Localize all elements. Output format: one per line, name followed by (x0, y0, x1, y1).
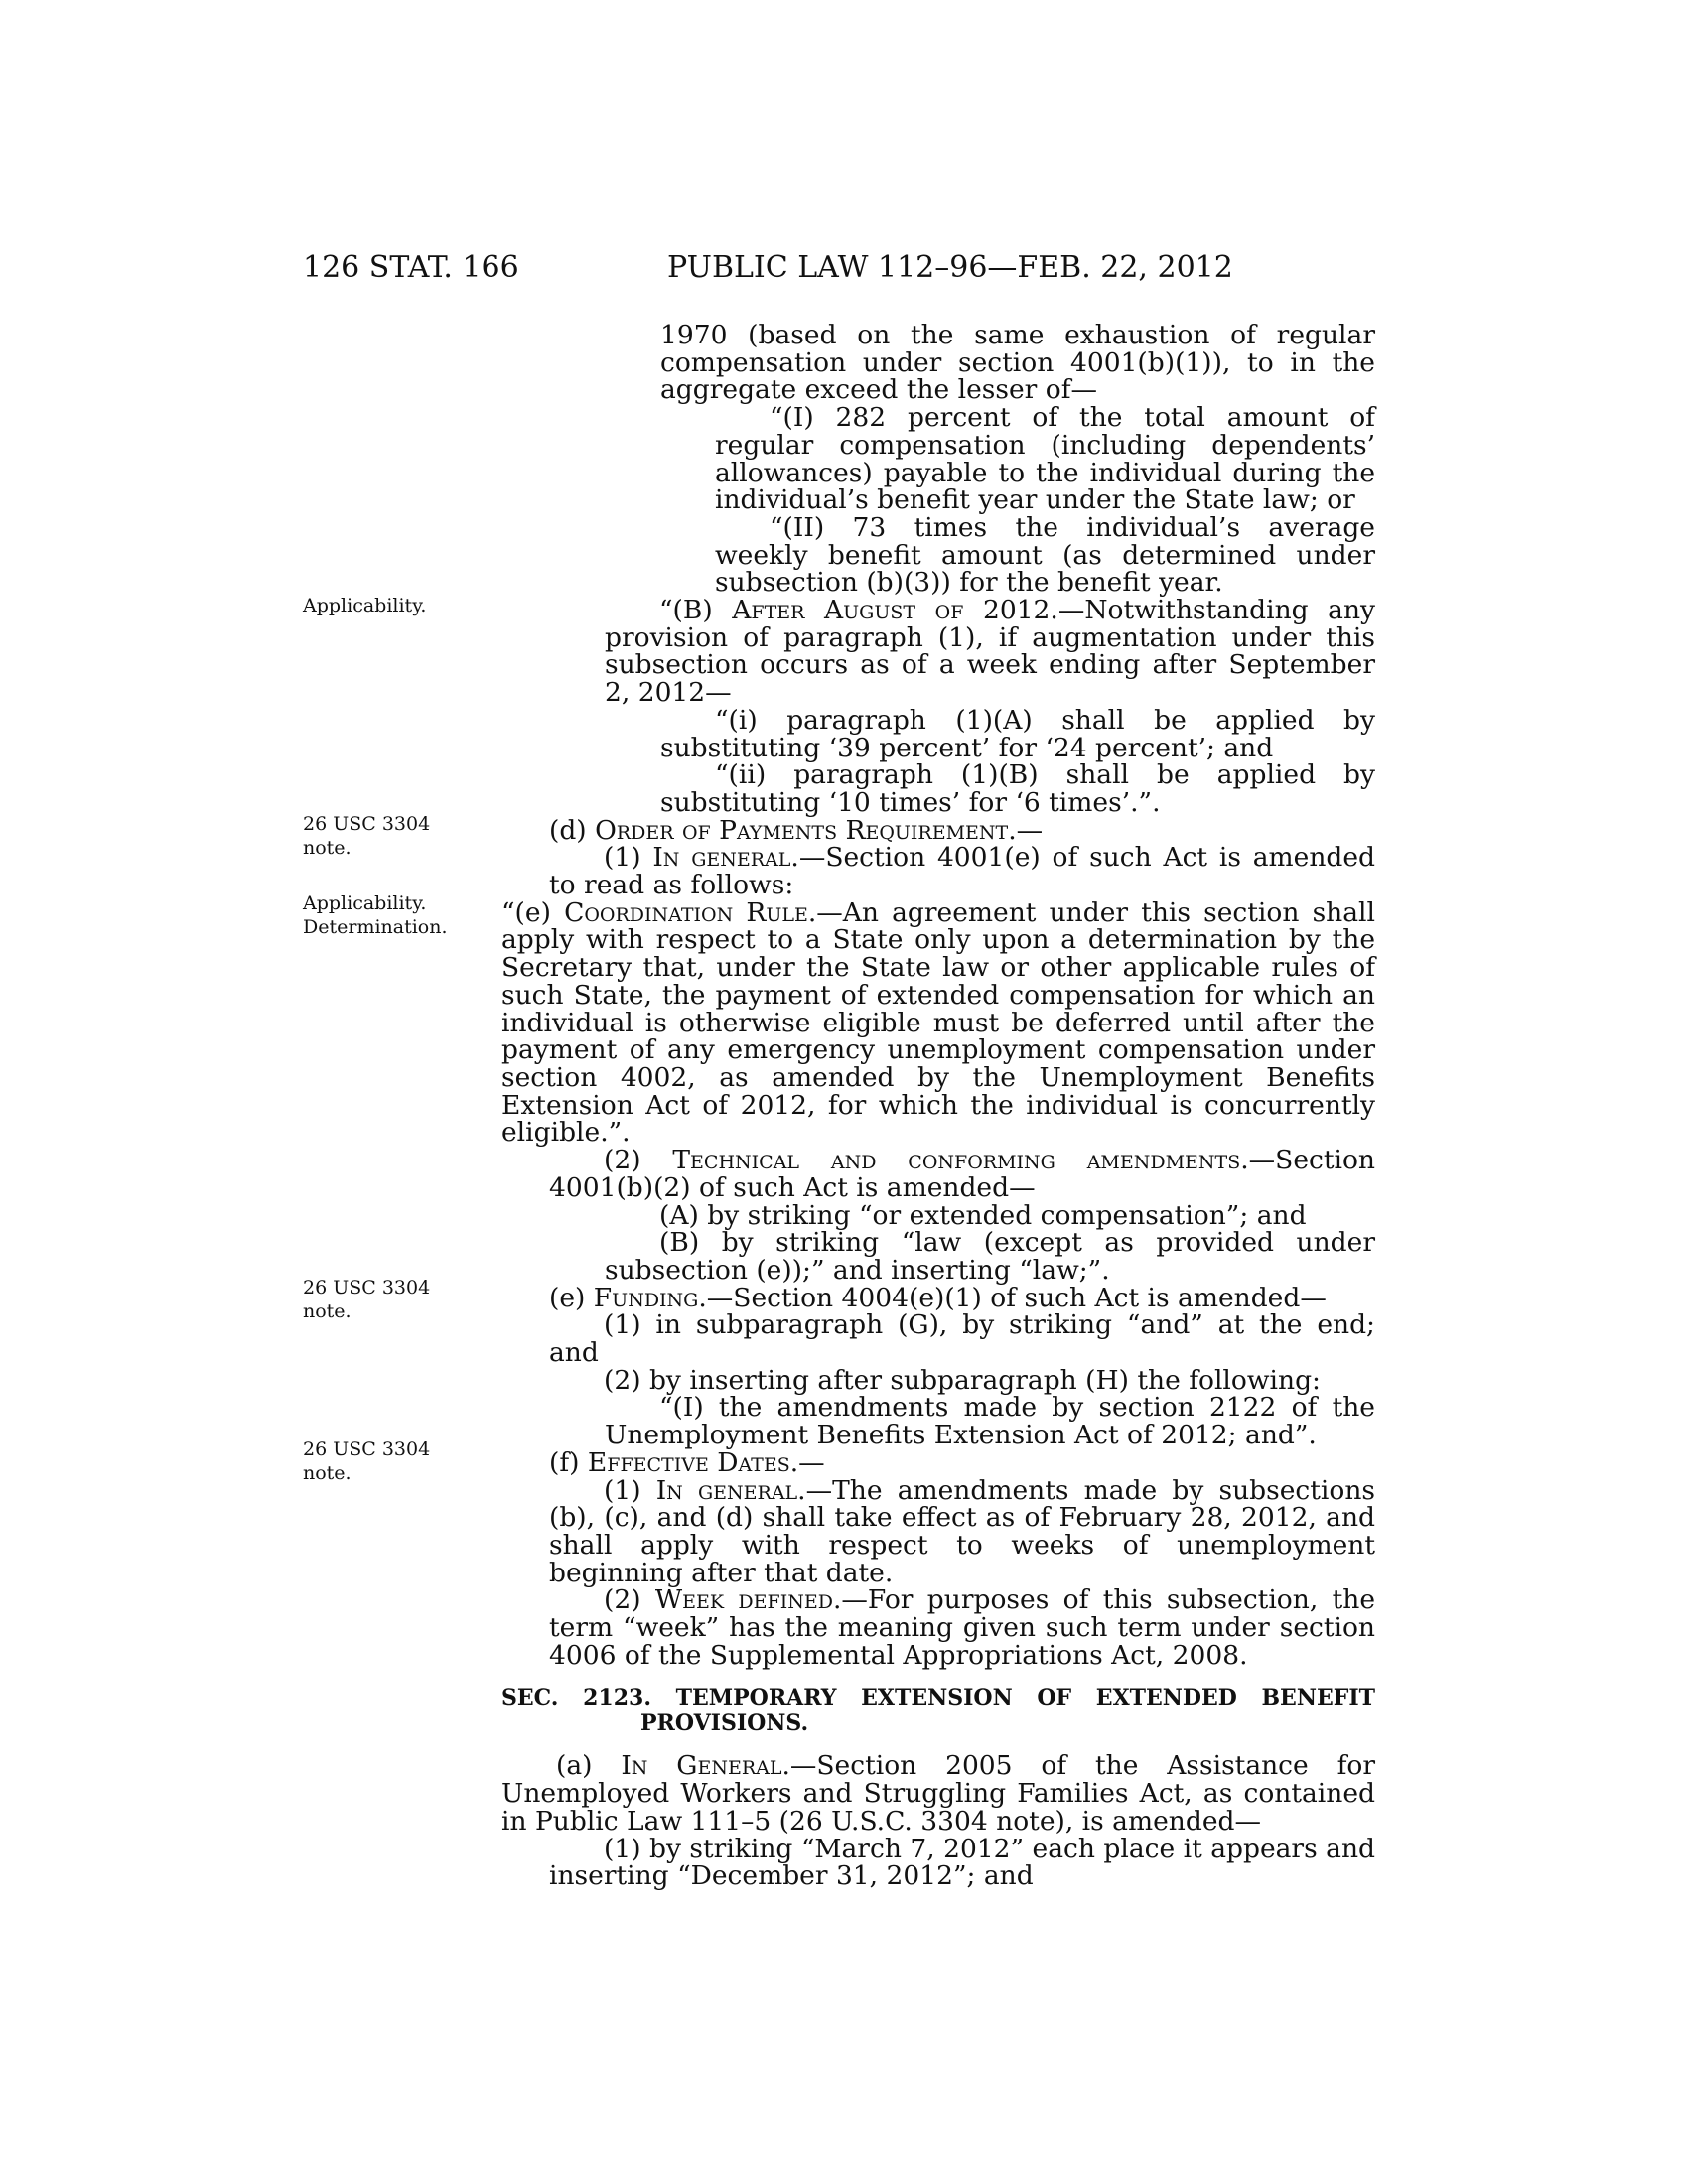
paragraph: (B) by striking “law (except as provided under subsection (e));” and inserting “law;”. (605, 1227, 1375, 1286)
margin-note-usc: 26 USC 3304 note. (303, 813, 431, 859)
paragraph: “(I) the amendments made by section 2122 of the Unemployment Benefits Extension Act of 2012; and”. (605, 1392, 1375, 1451)
margin-note-applicability: Applicability. (303, 595, 427, 616)
paragraph: “(B) After August of 2012.—Notwithstanding any provision of paragraph (1), if augmentation under this subsection occurs as of a week ending after September 2, 2012— (605, 595, 1376, 709)
paragraph: “(I) 282 percent of the total amount of regular compensation (including dependents’ allowances) payable to the individual during the individual’s benefit year under the State law; or (715, 402, 1375, 516)
paragraph: “(e) Coordination Rule.—An agreement under this section shall apply with respect to a State only upon a determination by the Secretary that, under the State law or other applicable rules of such State, the payment of extended compensation for which an individual is otherwise eligible must be deferred until after the payment of any emergency unemployment compensation under section 4002, as amended by the Unemployment Benefits Extension Act of 2012, for which the individual is concurrently eligible.”. (501, 896, 1375, 1149)
running-header: PUBLIC LAW 112–96—FEB. 22, 2012 (667, 250, 1233, 285)
paragraph: “(i) paragraph (1)(A) shall be applied by substituting ‘39 percent’ for ‘24 percent’; and (660, 704, 1375, 763)
paragraph: (2) by inserting after subparagraph (H) the following: (604, 1364, 1321, 1396)
section-heading: SEC. 2123. TEMPORARY EXTENSION OF EXTENDED BENEFIT PROVISIONS. (501, 1685, 1375, 1737)
paragraph: (1) in subparagraph (G), by striking “and” at the end; and (549, 1309, 1375, 1369)
paragraph: (2) Technical and conforming amendments.—Section 4001(b)(2) of such Act is amended— (549, 1145, 1375, 1203)
paragraph: (A) by striking “or extended compensation”; and (659, 1199, 1307, 1231)
page-stat-number: 126 STAT. 166 (303, 250, 519, 285)
paragraph: (1) by striking “March 7, 2012” each place it appears and inserting “December 31, 2012”; and (549, 1833, 1375, 1892)
paragraph: “(II) 73 times the individual’s average weekly benefit amount (as determined under subsection (b)(3)) for the benefit year. (715, 511, 1375, 599)
document-body (501, 322, 1375, 1890)
paragraph: (a) In General.—Section 2005 of the Assistance for Unemployed Workers and Struggling Families Act, as contained in Public Law 111–5 (26 U.S.C. 3304 note), is amended— (501, 1750, 1375, 1837)
paragraph: (2) Week defined.—For purposes of this subsection, the term “week” has the meaning given such term under section 4006 of the Supplemental Appropriations Act, 2008. (549, 1584, 1376, 1671)
paragraph: (1) In general.—Section 4001(e) of such Act is amended to read as follows: (549, 842, 1376, 901)
paragraph: (1) In general.—The amendments made by subsections (b), (c), and (d) shall take effect as of February 28, 2012, and shall apply with respect to weeks of unemployment beginning after that date. (549, 1474, 1375, 1588)
margin-note-usc: 26 USC 3304 note. (303, 1277, 431, 1322)
paragraph: (d) Order of Payments Requirement.— (549, 814, 1044, 846)
paragraph: (e) Funding.—Section 4004(e)(1) of such Act is amended— (549, 1282, 1327, 1313)
paragraph: (f) Effective Dates.— (549, 1446, 825, 1478)
paragraph: 1970 (based on the same exhaustion of regular compensation under section 4001(b)(1)), to in the aggregate exceed the lesser of— (660, 320, 1375, 406)
paragraph: “(ii) paragraph (1)(B) shall be applied by substituting ‘10 times’ for ‘6 times’.”. (660, 759, 1375, 818)
margin-note-applicability-determination: Applicability. Determination. (303, 892, 448, 938)
margin-note-usc: 26 USC 3304 note. (303, 1438, 431, 1484)
